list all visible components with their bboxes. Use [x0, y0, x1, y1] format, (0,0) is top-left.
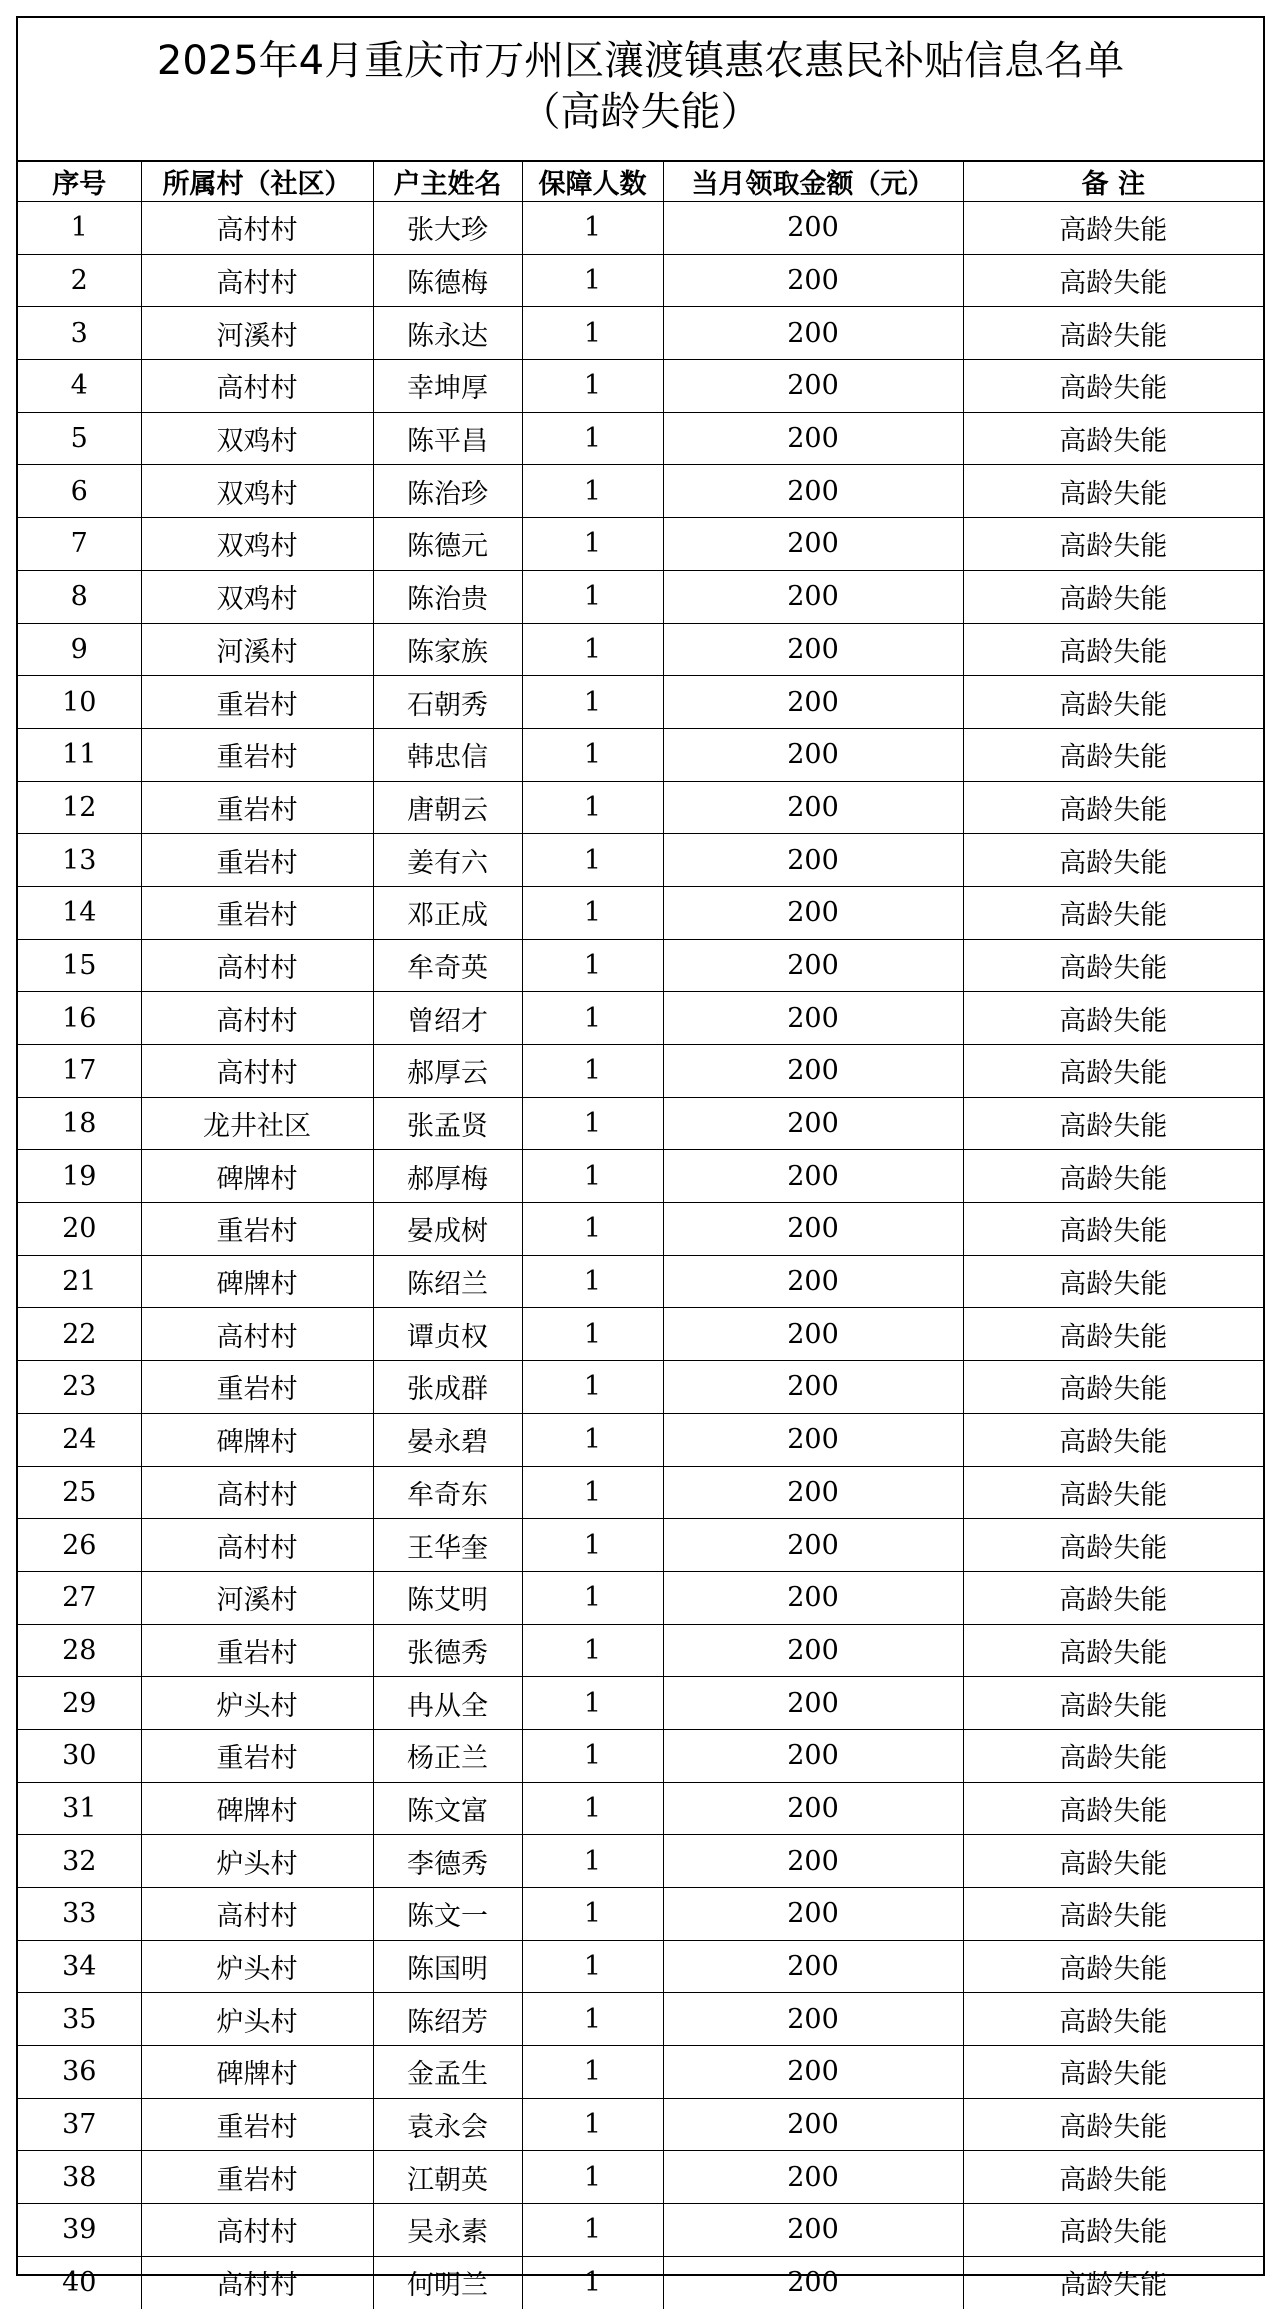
cell-no: 13	[18, 834, 141, 887]
cell-name: 陈平昌	[373, 412, 522, 465]
cell-amount: 200	[663, 2151, 963, 2204]
subsidy-table	[18, 162, 1263, 2309]
cell-no: 28	[18, 1624, 141, 1677]
cell-name: 张德秀	[373, 1624, 522, 1677]
cell-name: 张孟贤	[373, 1097, 522, 1150]
cell-remark: 高龄失能	[963, 1150, 1263, 1203]
cell-amount: 200	[663, 1519, 963, 1572]
col-header-remark: 备 注	[963, 162, 1263, 202]
table-row	[18, 307, 1263, 360]
cell-no: 10	[18, 676, 141, 729]
table-row	[18, 1308, 1263, 1361]
cell-amount: 200	[663, 728, 963, 781]
cell-amount: 200	[663, 2098, 963, 2151]
table-row	[18, 992, 1263, 1045]
cell-name: 金孟生	[373, 2046, 522, 2099]
cell-no: 24	[18, 1413, 141, 1466]
cell-remark: 高龄失能	[963, 1571, 1263, 1624]
cell-name: 张成群	[373, 1361, 522, 1414]
cell-people: 1	[522, 518, 663, 571]
table-row	[18, 1571, 1263, 1624]
cell-no: 12	[18, 781, 141, 834]
cell-name: 陈治贵	[373, 570, 522, 623]
cell-people: 1	[522, 781, 663, 834]
cell-remark: 高龄失能	[963, 623, 1263, 676]
cell-no: 1	[18, 202, 141, 255]
cell-name: 谭贞权	[373, 1308, 522, 1361]
cell-amount: 200	[663, 834, 963, 887]
cell-amount: 200	[663, 570, 963, 623]
cell-remark: 高龄失能	[963, 1255, 1263, 1308]
cell-amount: 200	[663, 307, 963, 360]
cell-remark: 高龄失能	[963, 1466, 1263, 1519]
cell-remark: 高龄失能	[963, 2151, 1263, 2204]
table-row	[18, 1150, 1263, 1203]
table-row	[18, 1888, 1263, 1941]
cell-remark: 高龄失能	[963, 465, 1263, 518]
table-row	[18, 1045, 1263, 1098]
cell-village: 双鸡村	[141, 518, 373, 571]
cell-no: 30	[18, 1729, 141, 1782]
cell-remark: 高龄失能	[963, 2098, 1263, 2151]
cell-people: 1	[522, 1308, 663, 1361]
cell-name: 牟奇英	[373, 939, 522, 992]
cell-village: 碑牌村	[141, 2046, 373, 2099]
cell-name: 李德秀	[373, 1835, 522, 1888]
cell-no: 2	[18, 254, 141, 307]
cell-village: 炉头村	[141, 1835, 373, 1888]
cell-amount: 200	[663, 992, 963, 1045]
cell-village: 龙井社区	[141, 1097, 373, 1150]
cell-no: 21	[18, 1255, 141, 1308]
cell-name: 陈绍芳	[373, 1993, 522, 2046]
cell-amount: 200	[663, 1782, 963, 1835]
cell-no: 34	[18, 1940, 141, 1993]
table-row	[18, 2256, 1263, 2308]
cell-amount: 200	[663, 2046, 963, 2099]
cell-village: 重岩村	[141, 1729, 373, 1782]
cell-remark: 高龄失能	[963, 570, 1263, 623]
cell-village: 双鸡村	[141, 465, 373, 518]
cell-no: 5	[18, 412, 141, 465]
col-header-amount: 当月领取金额（元）	[663, 162, 963, 202]
cell-remark: 高龄失能	[963, 1677, 1263, 1730]
cell-no: 32	[18, 1835, 141, 1888]
cell-village: 重岩村	[141, 886, 373, 939]
cell-village: 双鸡村	[141, 412, 373, 465]
cell-remark: 高龄失能	[963, 781, 1263, 834]
cell-village: 重岩村	[141, 1624, 373, 1677]
table-row	[18, 2151, 1263, 2204]
cell-name: 陈艾明	[373, 1571, 522, 1624]
cell-people: 1	[522, 728, 663, 781]
cell-no: 27	[18, 1571, 141, 1624]
cell-people: 1	[522, 2098, 663, 2151]
cell-village: 高村村	[141, 1519, 373, 1572]
cell-village: 河溪村	[141, 1571, 373, 1624]
table-row	[18, 1729, 1263, 1782]
cell-remark: 高龄失能	[963, 1940, 1263, 1993]
table-row	[18, 676, 1263, 729]
table-row	[18, 2098, 1263, 2151]
cell-name: 韩忠信	[373, 728, 522, 781]
table-row	[18, 623, 1263, 676]
cell-remark: 高龄失能	[963, 360, 1263, 413]
cell-amount: 200	[663, 1835, 963, 1888]
cell-name: 郝厚梅	[373, 1150, 522, 1203]
cell-no: 22	[18, 1308, 141, 1361]
cell-people: 1	[522, 1677, 663, 1730]
cell-people: 1	[522, 412, 663, 465]
cell-amount: 200	[663, 202, 963, 255]
cell-no: 29	[18, 1677, 141, 1730]
cell-amount: 200	[663, 2256, 963, 2308]
cell-remark: 高龄失能	[963, 2046, 1263, 2099]
cell-amount: 200	[663, 360, 963, 413]
table-row	[18, 1203, 1263, 1256]
cell-amount: 200	[663, 939, 963, 992]
cell-no: 20	[18, 1203, 141, 1256]
cell-remark: 高龄失能	[963, 412, 1263, 465]
cell-amount: 200	[663, 623, 963, 676]
cell-name: 陈永达	[373, 307, 522, 360]
table-row	[18, 202, 1263, 255]
cell-no: 19	[18, 1150, 141, 1203]
cell-amount: 200	[663, 412, 963, 465]
cell-village: 河溪村	[141, 623, 373, 676]
cell-no: 23	[18, 1361, 141, 1414]
cell-amount: 200	[663, 1624, 963, 1677]
table-row	[18, 781, 1263, 834]
cell-remark: 高龄失能	[963, 939, 1263, 992]
cell-name: 吴永素	[373, 2204, 522, 2257]
cell-no: 31	[18, 1782, 141, 1835]
cell-amount: 200	[663, 1150, 963, 1203]
cell-people: 1	[522, 1729, 663, 1782]
cell-remark: 高龄失能	[963, 307, 1263, 360]
table-row	[18, 1835, 1263, 1888]
cell-village: 高村村	[141, 1308, 373, 1361]
cell-remark: 高龄失能	[963, 1624, 1263, 1677]
table-row	[18, 518, 1263, 571]
cell-no: 38	[18, 2151, 141, 2204]
cell-remark: 高龄失能	[963, 1097, 1263, 1150]
cell-people: 1	[522, 992, 663, 1045]
cell-amount: 200	[663, 781, 963, 834]
cell-village: 双鸡村	[141, 570, 373, 623]
cell-no: 4	[18, 360, 141, 413]
cell-village: 碑牌村	[141, 1150, 373, 1203]
table-row	[18, 254, 1263, 307]
cell-amount: 200	[663, 465, 963, 518]
cell-no: 37	[18, 2098, 141, 2151]
cell-village: 高村村	[141, 254, 373, 307]
cell-village: 重岩村	[141, 728, 373, 781]
cell-village: 碑牌村	[141, 1413, 373, 1466]
cell-people: 1	[522, 1045, 663, 1098]
cell-remark: 高龄失能	[963, 1782, 1263, 1835]
cell-amount: 200	[663, 1045, 963, 1098]
cell-name: 姜有六	[373, 834, 522, 887]
cell-no: 15	[18, 939, 141, 992]
cell-village: 高村村	[141, 1888, 373, 1941]
col-header-village: 所属村（社区）	[141, 162, 373, 202]
cell-name: 陈绍兰	[373, 1255, 522, 1308]
cell-amount: 200	[663, 1255, 963, 1308]
table-row	[18, 1993, 1263, 2046]
cell-village: 炉头村	[141, 1677, 373, 1730]
table-row	[18, 412, 1263, 465]
cell-people: 1	[522, 2046, 663, 2099]
cell-no: 25	[18, 1466, 141, 1519]
cell-no: 33	[18, 1888, 141, 1941]
cell-no: 14	[18, 886, 141, 939]
cell-remark: 高龄失能	[963, 1308, 1263, 1361]
cell-remark: 高龄失能	[963, 1413, 1263, 1466]
cell-remark: 高龄失能	[963, 676, 1263, 729]
cell-no: 7	[18, 518, 141, 571]
cell-people: 1	[522, 1097, 663, 1150]
table-row	[18, 834, 1263, 887]
table-row	[18, 939, 1263, 992]
table-row	[18, 1624, 1263, 1677]
cell-village: 河溪村	[141, 307, 373, 360]
cell-village: 炉头村	[141, 1993, 373, 2046]
cell-no: 35	[18, 1993, 141, 2046]
cell-amount: 200	[663, 1308, 963, 1361]
cell-remark: 高龄失能	[963, 1888, 1263, 1941]
cell-name: 唐朝云	[373, 781, 522, 834]
cell-remark: 高龄失能	[963, 1045, 1263, 1098]
cell-people: 1	[522, 886, 663, 939]
table-row	[18, 465, 1263, 518]
cell-village: 重岩村	[141, 2151, 373, 2204]
cell-amount: 200	[663, 1571, 963, 1624]
title-subtitle: （高龄失能）	[520, 89, 761, 135]
cell-remark: 高龄失能	[963, 518, 1263, 571]
cell-remark: 高龄失能	[963, 886, 1263, 939]
cell-name: 石朝秀	[373, 676, 522, 729]
table-row	[18, 360, 1263, 413]
cell-village: 炉头村	[141, 1940, 373, 1993]
cell-village: 高村村	[141, 202, 373, 255]
cell-remark: 高龄失能	[963, 834, 1263, 887]
cell-people: 1	[522, 1203, 663, 1256]
cell-no: 11	[18, 728, 141, 781]
header-row	[18, 162, 1263, 202]
cell-people: 1	[522, 254, 663, 307]
cell-people: 1	[522, 623, 663, 676]
cell-name: 幸坤厚	[373, 360, 522, 413]
table-row	[18, 1097, 1263, 1150]
cell-remark: 高龄失能	[963, 992, 1263, 1045]
cell-amount: 200	[663, 676, 963, 729]
cell-people: 1	[522, 465, 663, 518]
cell-remark: 高龄失能	[963, 2256, 1263, 2308]
table-row	[18, 1413, 1263, 1466]
cell-village: 高村村	[141, 1466, 373, 1519]
cell-village: 高村村	[141, 2204, 373, 2257]
col-header-name: 户主姓名	[373, 162, 522, 202]
document-title	[18, 18, 1263, 162]
table-row	[18, 2204, 1263, 2257]
cell-name: 冉从全	[373, 1677, 522, 1730]
cell-no: 16	[18, 992, 141, 1045]
cell-remark: 高龄失能	[963, 254, 1263, 307]
cell-people: 1	[522, 1624, 663, 1677]
cell-people: 1	[522, 676, 663, 729]
cell-no: 17	[18, 1045, 141, 1098]
subsidy-list-document	[16, 16, 1265, 2302]
table-body	[18, 202, 1263, 2309]
cell-people: 1	[522, 360, 663, 413]
cell-name: 陈治珍	[373, 465, 522, 518]
cell-village: 重岩村	[141, 1361, 373, 1414]
cell-remark: 高龄失能	[963, 1361, 1263, 1414]
cell-amount: 200	[663, 1203, 963, 1256]
cell-people: 1	[522, 2151, 663, 2204]
cell-people: 1	[522, 1150, 663, 1203]
cell-remark: 高龄失能	[963, 202, 1263, 255]
cell-name: 陈家族	[373, 623, 522, 676]
cell-people: 1	[522, 939, 663, 992]
cell-village: 重岩村	[141, 676, 373, 729]
cell-amount: 200	[663, 2204, 963, 2257]
cell-name: 邓正成	[373, 886, 522, 939]
cell-village: 重岩村	[141, 834, 373, 887]
cell-people: 1	[522, 1940, 663, 1993]
cell-no: 39	[18, 2204, 141, 2257]
cell-people: 1	[522, 202, 663, 255]
cell-no: 9	[18, 623, 141, 676]
table-row	[18, 1940, 1263, 1993]
table-row	[18, 1677, 1263, 1730]
cell-name: 陈文一	[373, 1888, 522, 1941]
cell-no: 40	[18, 2256, 141, 2308]
cell-name: 牟奇东	[373, 1466, 522, 1519]
cell-people: 1	[522, 1466, 663, 1519]
cell-remark: 高龄失能	[963, 1993, 1263, 2046]
cell-no: 3	[18, 307, 141, 360]
cell-people: 1	[522, 307, 663, 360]
cell-village: 重岩村	[141, 2098, 373, 2151]
cell-amount: 200	[663, 1993, 963, 2046]
cell-amount: 200	[663, 254, 963, 307]
cell-people: 1	[522, 1888, 663, 1941]
cell-amount: 200	[663, 1677, 963, 1730]
table-row	[18, 728, 1263, 781]
cell-no: 18	[18, 1097, 141, 1150]
table-row	[18, 2046, 1263, 2099]
cell-no: 8	[18, 570, 141, 623]
cell-people: 1	[522, 1571, 663, 1624]
table-row	[18, 1519, 1263, 1572]
cell-no: 26	[18, 1519, 141, 1572]
cell-name: 晏成树	[373, 1203, 522, 1256]
cell-remark: 高龄失能	[963, 728, 1263, 781]
cell-name: 陈文富	[373, 1782, 522, 1835]
cell-village: 高村村	[141, 1045, 373, 1098]
cell-amount: 200	[663, 1097, 963, 1150]
cell-village: 高村村	[141, 360, 373, 413]
cell-remark: 高龄失能	[963, 1519, 1263, 1572]
cell-remark: 高龄失能	[963, 1729, 1263, 1782]
cell-people: 1	[522, 1782, 663, 1835]
cell-name: 郝厚云	[373, 1045, 522, 1098]
cell-people: 1	[522, 1255, 663, 1308]
col-header-no: 序号	[18, 162, 141, 202]
cell-village: 高村村	[141, 992, 373, 1045]
cell-village: 碑牌村	[141, 1255, 373, 1308]
cell-people: 1	[522, 570, 663, 623]
cell-name: 江朝英	[373, 2151, 522, 2204]
table-row	[18, 1466, 1263, 1519]
cell-name: 王华奎	[373, 1519, 522, 1572]
cell-no: 6	[18, 465, 141, 518]
cell-village: 高村村	[141, 939, 373, 992]
cell-name: 陈德梅	[373, 254, 522, 307]
cell-amount: 200	[663, 518, 963, 571]
table-row	[18, 886, 1263, 939]
cell-people: 1	[522, 1993, 663, 2046]
cell-people: 1	[522, 2256, 663, 2308]
title-main: 2025年4月重庆市万州区瀼渡镇惠农惠民补贴信息名单	[156, 38, 1125, 84]
cell-name: 杨正兰	[373, 1729, 522, 1782]
cell-amount: 200	[663, 1466, 963, 1519]
cell-amount: 200	[663, 1888, 963, 1941]
cell-village: 高村村	[141, 2256, 373, 2308]
cell-name: 晏永碧	[373, 1413, 522, 1466]
cell-people: 1	[522, 1413, 663, 1466]
cell-no: 36	[18, 2046, 141, 2099]
table-row	[18, 1361, 1263, 1414]
cell-people: 1	[522, 834, 663, 887]
cell-people: 1	[522, 1835, 663, 1888]
cell-remark: 高龄失能	[963, 2204, 1263, 2257]
cell-amount: 200	[663, 1361, 963, 1414]
cell-amount: 200	[663, 886, 963, 939]
cell-people: 1	[522, 1519, 663, 1572]
table-row	[18, 570, 1263, 623]
cell-remark: 高龄失能	[963, 1203, 1263, 1256]
cell-name: 何明兰	[373, 2256, 522, 2308]
cell-name: 陈国明	[373, 1940, 522, 1993]
table-row	[18, 1782, 1263, 1835]
cell-people: 1	[522, 2204, 663, 2257]
cell-people: 1	[522, 1361, 663, 1414]
cell-name: 陈德元	[373, 518, 522, 571]
col-header-people: 保障人数	[522, 162, 663, 202]
cell-name: 袁永会	[373, 2098, 522, 2151]
cell-name: 张大珍	[373, 202, 522, 255]
cell-village: 重岩村	[141, 781, 373, 834]
cell-remark: 高龄失能	[963, 1835, 1263, 1888]
cell-amount: 200	[663, 1413, 963, 1466]
cell-amount: 200	[663, 1729, 963, 1782]
cell-amount: 200	[663, 1940, 963, 1993]
cell-name: 曾绍才	[373, 992, 522, 1045]
cell-village: 重岩村	[141, 1203, 373, 1256]
cell-village: 碑牌村	[141, 1782, 373, 1835]
table-row	[18, 1255, 1263, 1308]
